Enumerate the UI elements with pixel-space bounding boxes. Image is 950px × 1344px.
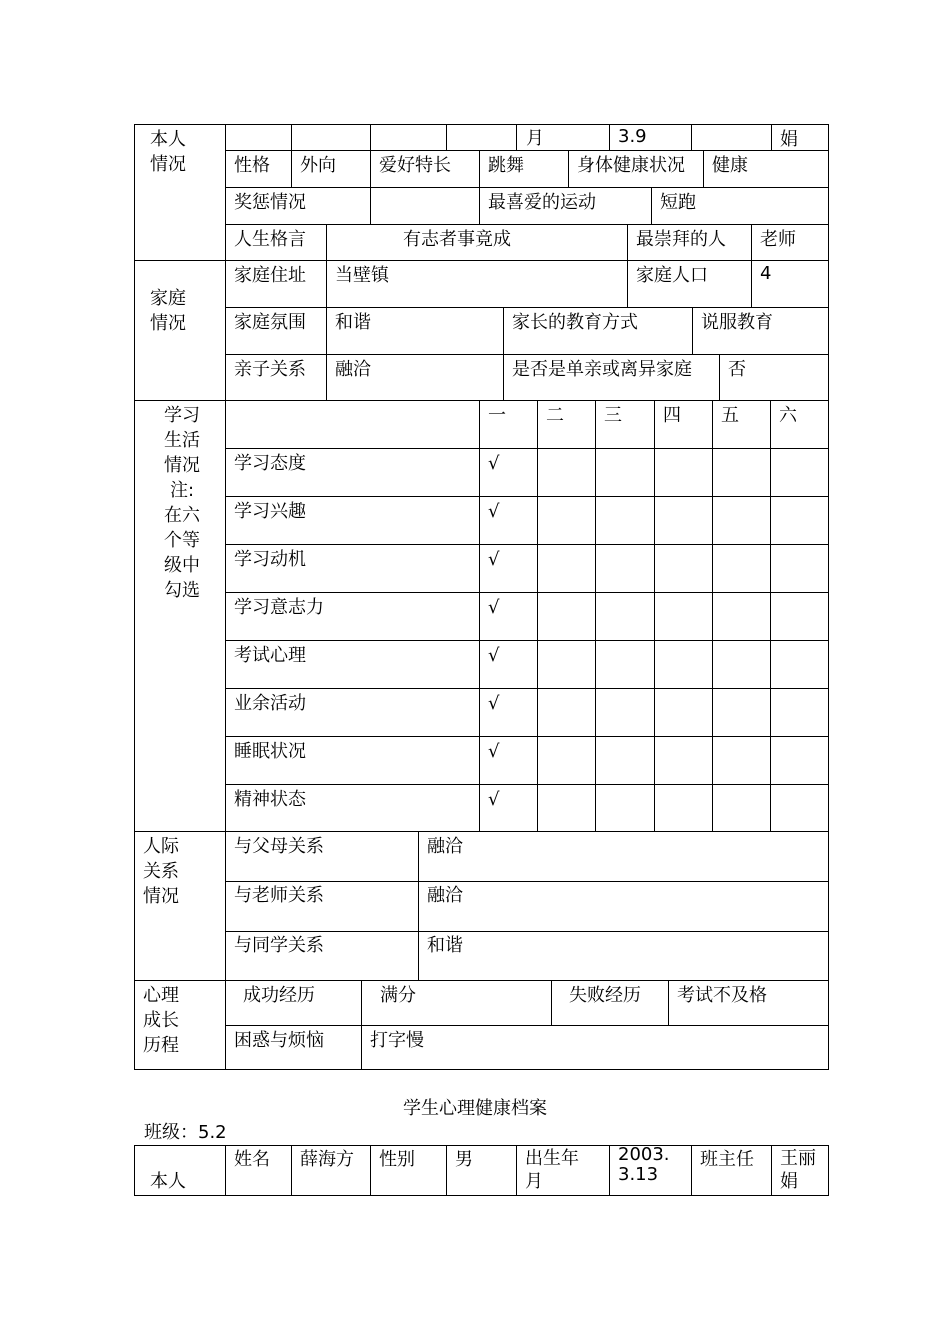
hobby-value: 跳舞 [488, 155, 524, 176]
study-item-check: √ [488, 549, 500, 570]
cell-line [719, 354, 720, 400]
fav-sport-label: 最喜爱的运动 [488, 192, 596, 213]
cell-line [516, 1145, 517, 1196]
personal-section-label: 本人 情况 [150, 129, 186, 175]
cell-line [712, 400, 713, 831]
study-item-label: 学习态度 [234, 453, 306, 474]
birth-date-fragment: 3.9 [618, 126, 647, 147]
section-divider [134, 980, 829, 981]
edu-method-value: 说服教育 [701, 312, 773, 333]
growth-section-label: 心理 成长 历程 [143, 985, 179, 1056]
hobby-label: 爱好特长 [379, 155, 451, 176]
cell-line [370, 187, 371, 224]
section-divider [134, 400, 829, 401]
cell-line [479, 187, 480, 224]
class-teacher-value: 王丽 娟 [780, 1148, 816, 1192]
population-label: 家庭人口 [636, 265, 708, 286]
row-line [225, 784, 829, 785]
level-header: 四 [663, 405, 681, 426]
level-header: 一 [488, 405, 506, 426]
name-label: 姓名 [234, 1149, 270, 1170]
cell-line [479, 400, 480, 831]
cell-line [627, 224, 628, 260]
cell-line [703, 150, 704, 187]
section-divider [134, 831, 829, 832]
trouble-value: 打字慢 [370, 1030, 424, 1051]
study-item-label: 业余活动 [234, 693, 306, 714]
cell-line [654, 400, 655, 831]
single-parent-value: 否 [728, 359, 746, 380]
row-line [225, 640, 829, 641]
row-line [225, 354, 829, 355]
teacher-relation-label: 与老师关系 [234, 885, 324, 906]
cell-line [551, 980, 552, 1025]
level-header: 六 [779, 405, 797, 426]
study-item-check: √ [488, 453, 500, 474]
study-item-check: √ [488, 789, 500, 810]
cell-line [291, 150, 292, 187]
name-value: 薛海方 [300, 1149, 354, 1170]
row-line [225, 224, 829, 225]
address-label: 家庭住址 [234, 265, 306, 286]
cell-line [361, 980, 362, 1070]
atmosphere-value: 和谐 [335, 312, 371, 333]
row-line [225, 496, 829, 497]
row-line [225, 187, 829, 188]
cell-line [370, 150, 371, 187]
cell-line [668, 980, 669, 1025]
single-parent-label: 是否是单亲或离异家庭 [512, 359, 692, 380]
class-teacher-label: 班主任 [700, 1149, 754, 1170]
cell-line [595, 400, 596, 831]
population-value: 4 [760, 263, 772, 284]
success-label: 成功经历 [243, 985, 315, 1006]
edu-method-label: 家长的教育方式 [512, 312, 638, 333]
health-value: 健康 [712, 155, 748, 176]
parents-relation-value: 融洽 [427, 836, 463, 857]
cell-line [446, 1145, 447, 1196]
cell-line [627, 260, 628, 307]
row-line [225, 688, 829, 689]
cell-line [651, 187, 652, 224]
study-item-check: √ [488, 645, 500, 666]
parent-child-value: 融洽 [335, 359, 371, 380]
relations-section-label: 人际 关系 情况 [143, 836, 179, 907]
row-line [225, 931, 829, 932]
fav-sport-value: 短跑 [660, 192, 696, 213]
cell-line [291, 1145, 292, 1196]
cell-line [751, 224, 752, 260]
failure-value: 考试不及格 [677, 985, 767, 1006]
level-header: 二 [546, 405, 564, 426]
cell-line [291, 124, 292, 150]
cell-line [609, 1145, 610, 1196]
idol-label: 最崇拜的人 [636, 229, 726, 250]
class-line: 班级：5.2 [144, 1122, 227, 1143]
study-section-label: 学习 生活 情况 注: 在六 个等 级中 勾选 [164, 405, 200, 601]
personality-label: 性格 [234, 155, 270, 176]
motto-label: 人生格言 [234, 229, 306, 250]
cell-line [225, 1145, 226, 1196]
cell-line [692, 307, 693, 354]
cell-line [370, 1145, 371, 1196]
cell-line [770, 400, 771, 831]
parent-child-label: 亲子关系 [234, 359, 306, 380]
cell-line [751, 260, 752, 307]
study-item-label: 学习兴趣 [234, 501, 306, 522]
health-label: 身体健康状况 [577, 155, 685, 176]
row-line [225, 592, 829, 593]
section-divider [134, 260, 829, 261]
idol-value: 老师 [760, 229, 796, 250]
cell-line [516, 124, 517, 150]
row-line [225, 881, 829, 882]
row-line [225, 448, 829, 449]
birth-label: 出生年 月 [525, 1148, 579, 1192]
study-item-check: √ [488, 693, 500, 714]
cell-line [691, 124, 692, 150]
personality-value: 外向 [300, 155, 336, 176]
classmates-relation-value: 和谐 [427, 935, 463, 956]
cell-line [537, 400, 538, 831]
teacher-name-fragment: 娟 [780, 129, 798, 150]
cell-line [418, 831, 419, 980]
row-line [225, 544, 829, 545]
classmates-relation-label: 与同学关系 [234, 935, 324, 956]
gender-value: 男 [455, 1149, 473, 1170]
birth-value: 2003. 3.13 [618, 1144, 670, 1185]
cell-line [771, 124, 772, 150]
study-item-check: √ [488, 597, 500, 618]
level-header: 三 [604, 405, 622, 426]
row-line [225, 736, 829, 737]
gender-label: 性别 [379, 1149, 415, 1170]
atmosphere-label: 家庭氛围 [234, 312, 306, 333]
study-item-label: 学习动机 [234, 549, 306, 570]
study-item-label: 睡眠状况 [234, 741, 306, 762]
teacher-relation-value: 融洽 [427, 885, 463, 906]
study-item-label: 学习意志力 [234, 597, 324, 618]
row-line [225, 307, 829, 308]
parents-relation-label: 与父母关系 [234, 836, 324, 857]
cell-line [691, 1145, 692, 1196]
cell-line [446, 124, 447, 150]
study-item-check: √ [488, 741, 500, 762]
awards-label: 奖惩情况 [234, 192, 306, 213]
cell-line [479, 150, 480, 187]
cell-line [503, 307, 504, 400]
failure-label: 失败经历 [569, 985, 641, 1006]
cell-line [568, 150, 569, 187]
cell-line [326, 224, 327, 260]
cell-line [326, 260, 327, 400]
form-title: 学生心理健康档案 [403, 1098, 547, 1119]
study-item-label: 考试心理 [234, 645, 306, 666]
label-column-divider [225, 124, 226, 1070]
birth-month-fragment: 月 [526, 128, 544, 149]
study-item-check: √ [488, 501, 500, 522]
cell-line [370, 124, 371, 150]
row-line [225, 1025, 829, 1026]
study-item-label: 精神状态 [234, 789, 306, 810]
cell-line [609, 124, 610, 150]
self-label: 本人 [150, 1171, 186, 1192]
cell-line [771, 1145, 772, 1196]
success-value: 满分 [380, 985, 416, 1006]
family-section-label: 家庭 情况 [150, 288, 186, 334]
trouble-label: 困惑与烦恼 [234, 1030, 324, 1051]
level-header: 五 [721, 405, 739, 426]
address-value: 当壁镇 [335, 265, 389, 286]
motto-value: 有志者事竟成 [403, 229, 511, 250]
